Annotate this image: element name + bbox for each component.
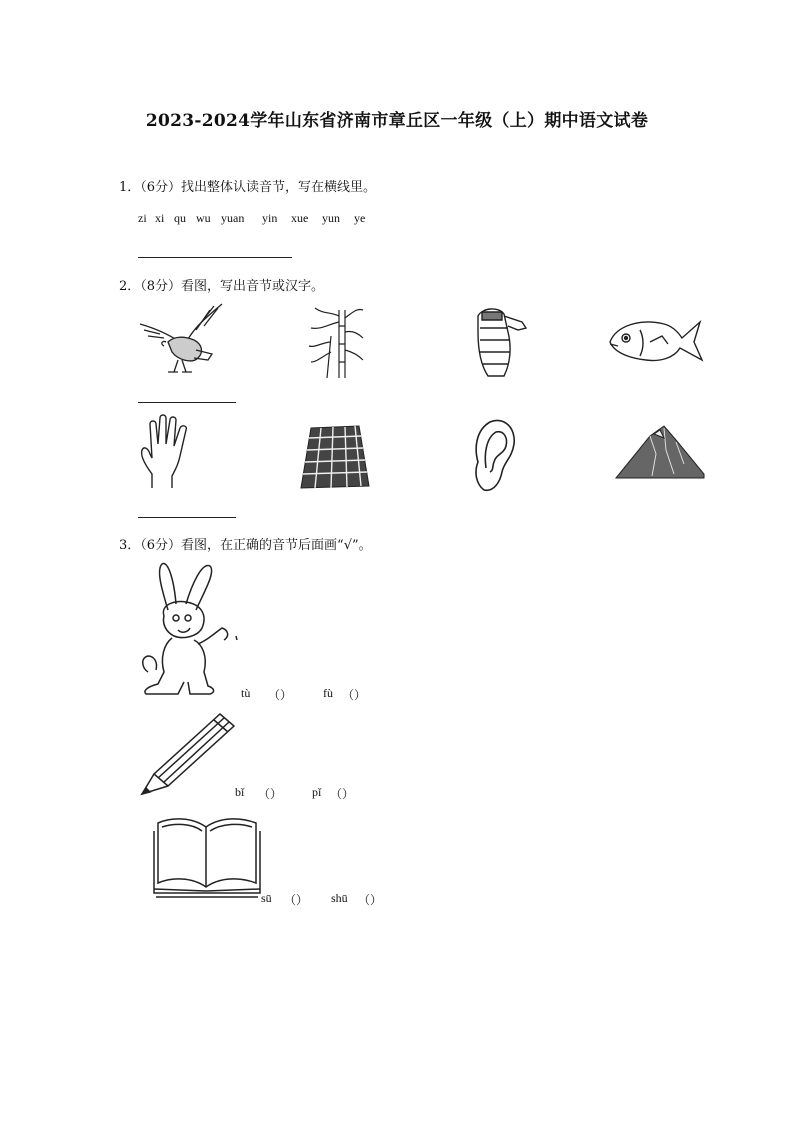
option-a-checkbox[interactable]: （） <box>268 688 293 702</box>
pencil-icon <box>140 712 236 796</box>
option-b-label: shū <box>331 891 348 905</box>
syllable: xi <box>155 211 165 225</box>
bamboo-icon <box>305 302 365 380</box>
mountain-icon <box>614 424 706 480</box>
syllable: qu <box>174 211 186 225</box>
boat-icon <box>468 302 530 380</box>
field-icon <box>299 424 371 490</box>
syllable: zi <box>138 211 147 225</box>
syllable: yuan <box>221 211 245 225</box>
option-b-label: fù <box>323 686 333 700</box>
fish-icon <box>606 316 704 366</box>
syllable: yun <box>322 211 340 225</box>
answer-line[interactable] <box>138 517 236 518</box>
answer-line[interactable] <box>138 402 236 403</box>
option-b-checkbox[interactable]: （） <box>330 787 355 801</box>
page-title: 2023-2024学年山东省济南市章丘区一年级（上）期中语文试卷 <box>145 111 649 131</box>
ear-icon <box>472 418 518 492</box>
question-3-heading: 3．（6分）看图，在正确的音节后面画“√”。 <box>119 538 372 553</box>
syllable: ye <box>354 211 366 225</box>
option-b-checkbox[interactable]: （） <box>358 893 383 907</box>
option-b-checkbox[interactable]: （） <box>342 688 367 702</box>
option-a-label: sū <box>261 891 272 905</box>
answer-line[interactable] <box>138 257 292 258</box>
option-a-checkbox[interactable]: （） <box>284 893 309 907</box>
question-1-heading: 1．（6分）找出整体认读音节，写在横线里。 <box>119 180 377 195</box>
option-a-label: bǐ <box>235 785 245 799</box>
syllable: xue <box>291 211 309 225</box>
syllable: wu <box>196 211 211 225</box>
rabbit-icon <box>138 560 238 696</box>
eagle-icon <box>138 302 224 374</box>
book-icon <box>152 813 262 899</box>
question-2-heading: 2．（8分）看图，写出音节或汉字。 <box>119 279 325 294</box>
syllable: yin <box>262 211 278 225</box>
option-b-label: pǐ <box>312 785 322 799</box>
hand-icon <box>138 414 192 490</box>
option-a-label: tù <box>241 686 251 700</box>
option-a-checkbox[interactable]: （） <box>258 787 283 801</box>
